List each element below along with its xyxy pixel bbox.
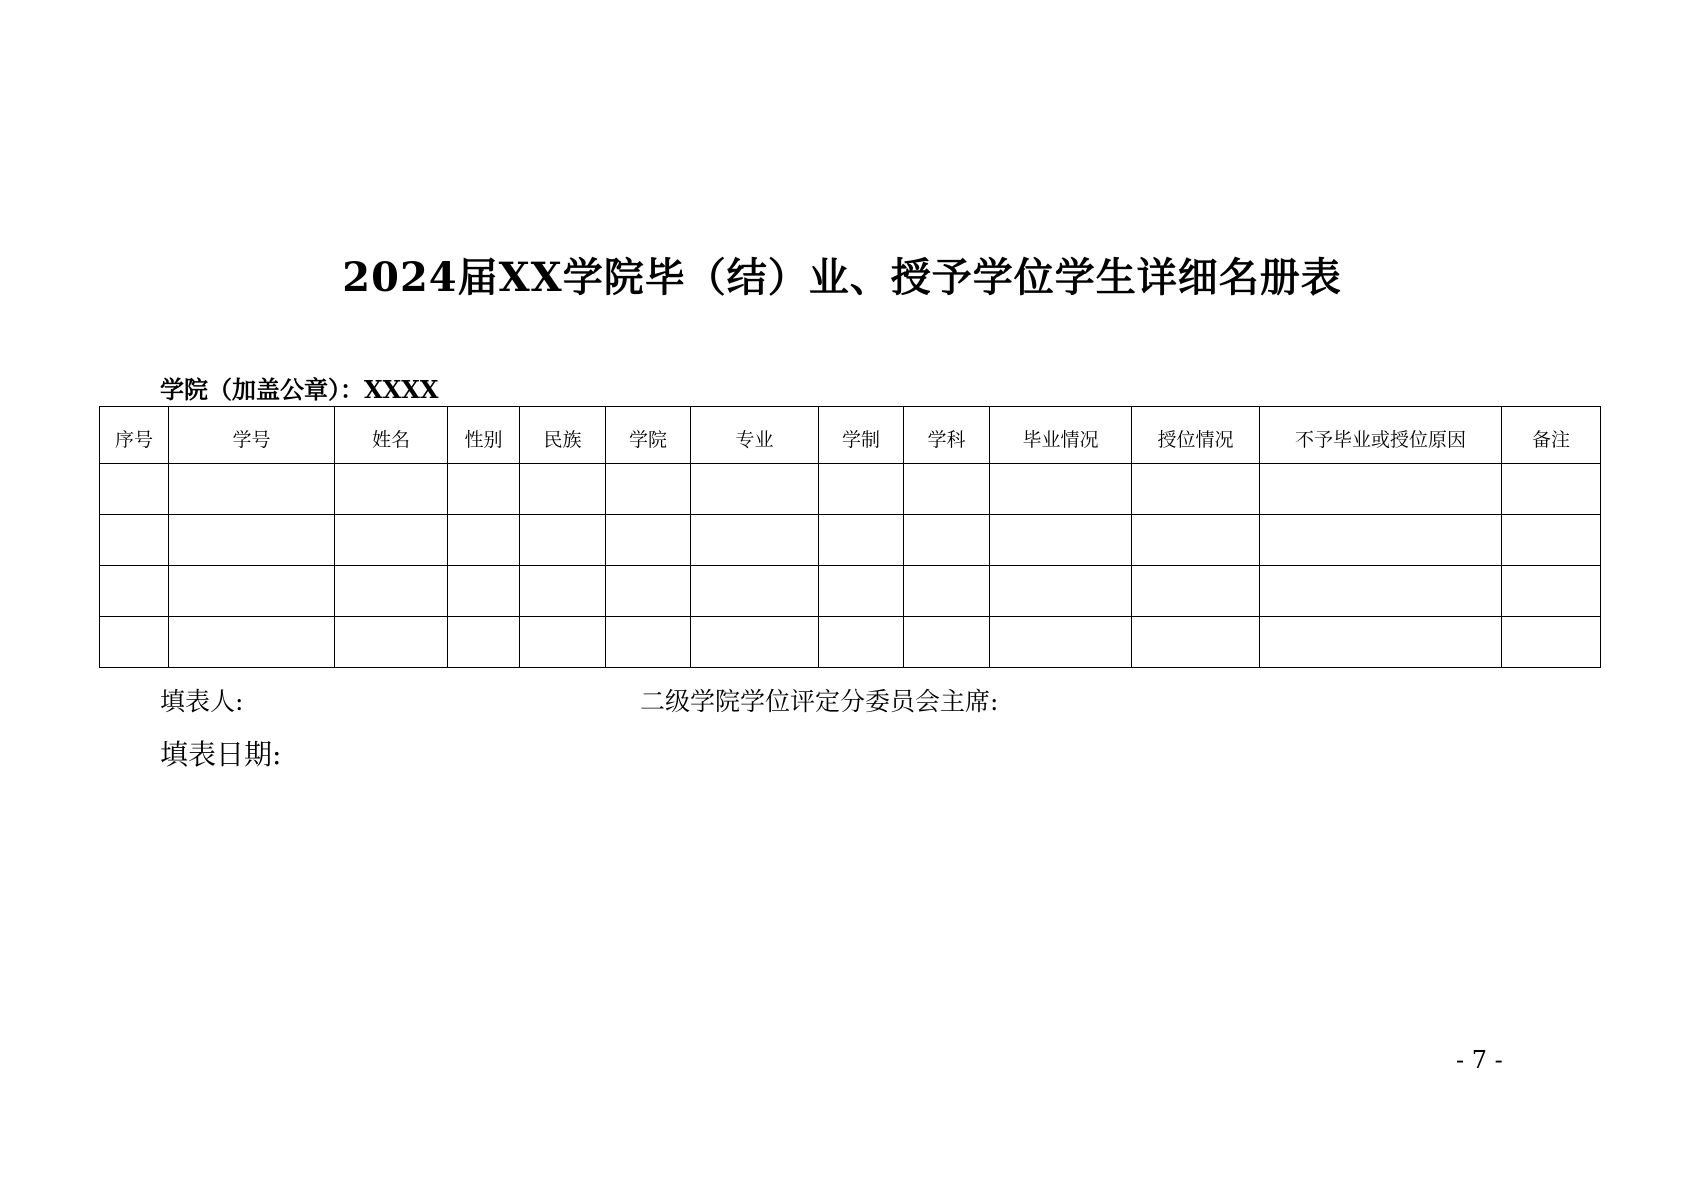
table-cell	[990, 617, 1132, 668]
table-cell	[1260, 515, 1502, 566]
student-roster-table	[99, 406, 1601, 668]
college-label: 学院（加盖公章）：XXXX	[160, 375, 439, 404]
fill-date-label: 填表日期:	[160, 738, 282, 771]
table-cell	[448, 515, 520, 566]
table-cell	[990, 566, 1132, 617]
table-cell	[1260, 566, 1502, 617]
page-number: - 7 -	[1456, 1046, 1503, 1074]
column-header-degree-status: 授位情况	[1132, 407, 1260, 464]
page-title: 2024届XX学院毕（结）业、授予学位学生详细名册表	[342, 254, 1342, 301]
column-header-name: 姓名	[335, 407, 448, 464]
table-cell	[990, 515, 1132, 566]
table-cell	[100, 566, 169, 617]
table-cell	[335, 617, 448, 668]
table-cell	[904, 464, 990, 515]
table-cell	[335, 566, 448, 617]
table-cell	[904, 515, 990, 566]
table-cell	[819, 566, 904, 617]
table-cell	[169, 515, 335, 566]
table-header-row	[100, 407, 1601, 464]
column-header-student-id: 学号	[169, 407, 335, 464]
table-cell	[1502, 566, 1601, 617]
column-header-major: 专业	[691, 407, 819, 464]
committee-chair-label: 二级学院学位评定分委员会主席:	[640, 687, 999, 716]
table-cell	[606, 464, 691, 515]
table-cell	[819, 617, 904, 668]
column-header-gender: 性别	[448, 407, 520, 464]
table-cell	[448, 566, 520, 617]
column-header-ethnicity: 民族	[520, 407, 606, 464]
table-cell	[169, 566, 335, 617]
table-cell	[100, 515, 169, 566]
column-header-discipline: 学科	[904, 407, 990, 464]
table-cell	[904, 617, 990, 668]
table-row	[100, 566, 1601, 617]
table-cell	[520, 566, 606, 617]
column-header-remarks: 备注	[1502, 407, 1601, 464]
table-cell	[691, 566, 819, 617]
table-cell	[100, 617, 169, 668]
table-cell	[606, 515, 691, 566]
table-cell	[448, 464, 520, 515]
column-header-serial: 序号	[100, 407, 169, 464]
table-cell	[691, 464, 819, 515]
table-row	[100, 464, 1601, 515]
table-cell	[1502, 515, 1601, 566]
table-cell	[335, 515, 448, 566]
table-cell	[990, 464, 1132, 515]
table-cell	[606, 566, 691, 617]
table-cell	[1502, 617, 1601, 668]
table-cell	[904, 566, 990, 617]
table-cell	[691, 515, 819, 566]
column-header-duration: 学制	[819, 407, 904, 464]
table-cell	[1260, 617, 1502, 668]
table-cell	[100, 464, 169, 515]
table-cell	[520, 464, 606, 515]
table-cell	[606, 617, 691, 668]
table-cell	[1260, 464, 1502, 515]
table-cell	[335, 464, 448, 515]
column-header-college: 学院	[606, 407, 691, 464]
table-cell	[819, 515, 904, 566]
table-cell	[1502, 464, 1601, 515]
table-cell	[1132, 617, 1260, 668]
table-cell	[819, 464, 904, 515]
column-header-graduation-status: 毕业情况	[990, 407, 1132, 464]
table-cell	[520, 617, 606, 668]
table-row	[100, 617, 1601, 668]
column-header-denial-reason: 不予毕业或授位原因	[1260, 407, 1502, 464]
table-cell	[1132, 566, 1260, 617]
table-cell	[1132, 515, 1260, 566]
table-row	[100, 515, 1601, 566]
table-cell	[448, 617, 520, 668]
table-cell	[691, 617, 819, 668]
table-cell	[520, 515, 606, 566]
filler-label: 填表人:	[160, 687, 244, 716]
table-cell	[169, 464, 335, 515]
table-cell	[169, 617, 335, 668]
table-cell	[1132, 464, 1260, 515]
